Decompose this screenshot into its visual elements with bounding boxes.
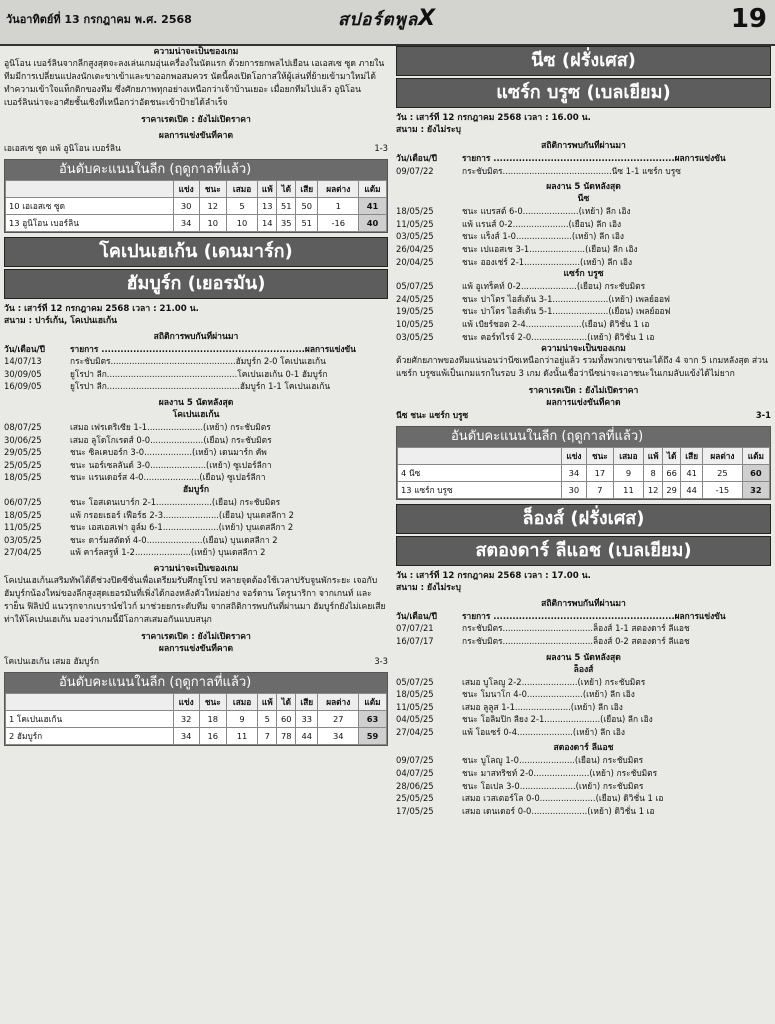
- result-date: 17/05/25: [396, 805, 434, 816]
- result-row: [396, 230, 771, 243]
- team-cell: 13 อูนิโอน เบอร์ลิน: [6, 214, 174, 231]
- h2h-title: สถิติการพบกันที่ผ่านมา: [153, 331, 239, 342]
- result-date: 29/05/25: [4, 447, 42, 458]
- header-cell: แพ้: [644, 447, 663, 464]
- result-detail: แพ้ เบียร์ชอต 2-4.....................(เยือน) ดิวิชั่น 1 เอ: [462, 318, 650, 329]
- result-row: [396, 205, 771, 218]
- stat-cell: 7: [587, 481, 614, 498]
- stat-cell: 16: [199, 727, 226, 744]
- result-row: [396, 622, 771, 635]
- prediction-line: [4, 655, 388, 668]
- result-date: 30/09/05: [4, 368, 42, 379]
- header-date: วันอาทิตย์ที่ 13 กรกฎาคม พ.ศ. 2568: [6, 13, 192, 26]
- analysis-text: อูนิโอน เบอร์ลินจากลีกสูงสุดจะลงเล่นเกมอุ่นเครื่องในนัดแรก ด้วยการยกพลไปเยือน เอเอสเซ ซูด ภายในทีมมีการเปลี่ยนแปลงนักเตะขาเข้าและขาออกพอสมควร นัดนี้คงเปิดโอกาสให้ผู้เล่นที่ย้ายเข้ามาใหม่ได้ทำความเข้าใจแท็กติกของทีม ซึ่งศักยภาพทุกอย่างเหนือกว่าเจ้าบ้านเยอะ เมื่อยกทีมไปแล้ว อูนิโอน เบอร์ลินน่าจะอาศัยชั้นเชิงที่เหนือกว่าอัดชนะเข้าป้ายได้ลำเร็จ: [4, 59, 385, 108]
- left-column: [4, 46, 388, 746]
- match-away-banner: แซร์ก บรูซ (เบลเยียม): [396, 78, 771, 108]
- stat-cell: 78: [277, 727, 296, 744]
- stat-cell: -16: [318, 214, 359, 231]
- stat-cell: 59: [359, 727, 387, 744]
- result-row: [396, 754, 771, 767]
- team1-form-name: โคเปนเฮเก้น: [172, 409, 220, 420]
- result-row: [4, 434, 388, 447]
- result-date: 07/07/21: [396, 623, 434, 634]
- h2h-header-comp: รายการ ................................................................ผลการแข่งขัน: [70, 343, 356, 354]
- result-detail: ยูโรปา ลีก..................................................ฮัมบูร์ก 1-1 โคเปนเฮเก้น: [70, 381, 331, 392]
- stat-cell: 9: [613, 464, 644, 481]
- result-date: 05/07/25: [396, 676, 434, 687]
- h2h-header-date: วัน/เดือน/ปี: [4, 343, 45, 354]
- result-detail: เสมอ เฟรเดริเซีย 1-1.....................(เหย้า) กระชับมิตร: [70, 421, 271, 432]
- standings-table: [4, 672, 388, 746]
- header-cell: ได้: [277, 693, 296, 710]
- match-away-banner: สตองดาร์ ลีแอช (เบลเยียม): [396, 536, 771, 566]
- team2-form-name: สตองดาร์ ลีแอช: [553, 743, 614, 754]
- standings-grid: [5, 180, 387, 232]
- result-row: [396, 676, 771, 689]
- stat-cell: 9: [226, 710, 257, 727]
- prediction-line: [396, 409, 771, 422]
- publication-logo: [338, 6, 436, 33]
- stat-cell: 33: [296, 710, 318, 727]
- result-row: [396, 318, 771, 331]
- stat-cell: 35: [277, 214, 296, 231]
- stat-cell: 44: [296, 727, 318, 744]
- result-date: 11/05/25: [396, 701, 434, 712]
- match-home-banner: นีซ (ฝรั่งเศส): [396, 46, 771, 76]
- form-title: ผลงาน 5 นัดหลังสุด: [546, 652, 621, 663]
- header-cell: เสมอ: [613, 447, 644, 464]
- result-detail: แพ้ คาร์ลสรูห์ 1-2.....................(เหย้า) บุนเดสลีกา 2: [70, 547, 266, 558]
- result-row: [396, 792, 771, 805]
- result-row: [396, 256, 771, 269]
- stat-cell: 34: [173, 727, 199, 744]
- team-cell: 4 นีซ: [398, 464, 562, 481]
- result-date: 16/09/05: [4, 381, 42, 392]
- result-detail: เสมอ บูโลญู 2-2.....................(เหย้า) กระชับมิตร: [462, 676, 646, 687]
- header-cell: แต้ม: [359, 693, 387, 710]
- team1-form-name: ล็องส์: [573, 664, 594, 675]
- stat-cell: 12: [644, 481, 663, 498]
- result-detail: แพ้ กรอยเธอร์ เฟือร์ธ 2-3.....................(เยือน) บุนเดสลีกา 2: [70, 509, 295, 520]
- table-header-row: [398, 447, 770, 464]
- result-date: 08/07/25: [4, 421, 42, 432]
- stat-cell: 34: [318, 727, 359, 744]
- result-detail: ชนะ นอร์เซลลันด์ 3-0.....................(เหย้า) ซูเปอร์ลีกา: [70, 459, 272, 470]
- result-date: 30/06/25: [4, 434, 42, 445]
- result-date: 18/05/25: [396, 206, 434, 217]
- header-cell: ชนะ: [587, 447, 614, 464]
- analysis-text: ด้วยศักยภาพของทีมแน่นอนว่านีซเหนือกว่าอยู่แล้ว รวมทั้งพวกเขาชนะได้ถึง 4 จาก 5 เกมหลังสุด ส่วนแซร์ก บรูซแพ้เป็นเกมแรกในรอบ 3 เกม ดังนั้นเชื่อว่านีซน่าจะเอาชนะในเกมลับแข้งได้ไม่ยาก: [396, 356, 768, 380]
- result-detail: ชนะ บูโลญู 1-0.....................(เยือน) กระชับมิตร: [462, 755, 644, 766]
- result-detail: ชนะ แบรสต์ 6-0.....................(เหย้า) ลีก เอิง: [462, 206, 631, 217]
- stat-cell: -15: [703, 481, 743, 498]
- logo-x: X: [418, 6, 437, 31]
- h2h-header: [396, 610, 771, 623]
- stat-cell: 34: [173, 214, 199, 231]
- header-cell: ผลต่าง: [318, 180, 359, 197]
- table-row: [398, 464, 770, 481]
- result-row: [4, 546, 388, 559]
- result-date: 19/05/25: [396, 306, 434, 317]
- result-date: 25/05/25: [4, 459, 42, 470]
- result-detail: กระชับมิตร.........................................นีซ 1-1 แซร์ก บรูซ: [462, 165, 681, 176]
- stat-cell: 60: [277, 710, 296, 727]
- stat-cell: 5: [226, 197, 257, 214]
- match-date: วัน : เสาร์ที่ 12 กรกฎาคม 2568 เวลา : 16.00 น.: [396, 113, 591, 123]
- result-date: 03/05/25: [396, 331, 434, 342]
- result-date: 03/05/25: [4, 534, 42, 545]
- stat-cell: 63: [359, 710, 387, 727]
- stat-cell: 8: [644, 464, 663, 481]
- result-date: 18/05/25: [4, 509, 42, 520]
- standings-title: อันดับคะแนนในลีก (ฤดูกาลที่แล้ว): [397, 427, 770, 447]
- result-date: 09/07/25: [396, 755, 434, 766]
- result-row: [4, 534, 388, 547]
- header-cell: แข่ง: [173, 180, 199, 197]
- header-team-cell: [398, 447, 562, 464]
- prediction-line: [4, 142, 388, 155]
- table-row: [6, 727, 387, 744]
- result-date: 06/07/25: [4, 496, 42, 507]
- result-row: [4, 355, 388, 368]
- stat-cell: 51: [277, 197, 296, 214]
- result-row: [4, 509, 388, 522]
- table-row: [398, 481, 770, 498]
- result-row: [396, 688, 771, 701]
- header-cell: แต้ม: [359, 180, 387, 197]
- header-cell: ผลต่าง: [703, 447, 743, 464]
- result-date: 18/05/25: [396, 689, 434, 700]
- stat-cell: 32: [173, 710, 199, 727]
- match-venue: สนาม : ยังไม่ระบุ: [396, 125, 461, 135]
- table-header-row: [6, 180, 387, 197]
- logo-text: สปอร์ตพูล: [338, 10, 419, 30]
- result-date: 10/05/25: [396, 318, 434, 329]
- result-detail: แพ้ โอแซร์ 0-4.....................(เหย้า) ลีก เอิง: [462, 726, 625, 737]
- team2-form-name: ฮัมบูร์ก: [182, 484, 210, 495]
- result-detail: แพ้ อูเทร็คท์ 0-2.....................(เยือน) กระชับมิตร: [462, 281, 646, 292]
- odds-line: ราคาเรตเปิด : ยังไม่เปิดราคา: [528, 386, 639, 397]
- result-date: 11/05/25: [396, 218, 434, 229]
- stat-cell: 5: [258, 710, 277, 727]
- h2h-header: [4, 343, 388, 356]
- match-venue: สนาม : ยังไม่ระบุ: [396, 582, 461, 593]
- result-detail: ชนะ มาสทริชท์ 2-0.....................(เหย้า) กระชับมิตร: [462, 768, 658, 779]
- prediction-score: 3-1: [755, 410, 771, 421]
- match-date: วัน : เสาร์ที่ 12 กรกฎาคม 2568 เวลา : 17.00 น.: [396, 570, 591, 581]
- stat-cell: 18: [199, 710, 226, 727]
- result-row: [4, 368, 388, 381]
- result-row: [4, 459, 388, 472]
- header-cell: ชนะ: [199, 693, 226, 710]
- result-date: 26/04/25: [396, 243, 434, 254]
- match-home-banner: ล็องส์ (ฝรั่งเศส): [396, 504, 771, 534]
- result-date: 04/07/25: [396, 768, 434, 779]
- result-detail: ชนะ แร็งส์ 1-0.....................(เหย้า) ลีก เอิง: [462, 231, 624, 242]
- prediction-title: ผลการแข่งขันที่คาด: [158, 131, 234, 141]
- odds-line: ราคาเรตเปิด : ยังไม่เปิดราคา: [141, 115, 251, 125]
- header-cell: เสมอ: [226, 693, 257, 710]
- result-date: 04/05/25: [396, 714, 434, 725]
- team-cell: 13 แซร์ก บรูซ: [398, 481, 562, 498]
- result-detail: เสมอ ลูลูส 1-1.....................(เหย้า) ลีก เอิง: [462, 701, 623, 712]
- result-row: [4, 496, 388, 509]
- team-cell: 2 ฮัมบูร์ก: [6, 727, 174, 744]
- result-date: 27/04/25: [4, 547, 42, 558]
- result-detail: ชนะ ดาร์มสตัดท์ 4-0.....................(เยือน) บุนเดสลีกา 2: [70, 534, 278, 545]
- result-row: [396, 767, 771, 780]
- team2-form-list: [4, 496, 388, 559]
- result-row: [396, 805, 771, 818]
- prediction-text: โคเปนเฮเก้น เสมอ ฮัมบูร์ก: [4, 655, 100, 666]
- team1-form-list: [396, 205, 771, 268]
- right-column: [396, 46, 771, 817]
- header-cell: เสีย: [296, 693, 318, 710]
- form-title: ผลงาน 5 นัดหลังสุด: [158, 397, 234, 408]
- team1-form-list: [396, 676, 771, 739]
- stat-cell: 14: [258, 214, 277, 231]
- result-row: [4, 380, 388, 393]
- result-date: 11/05/25: [4, 522, 42, 533]
- stat-cell: 27: [318, 710, 359, 727]
- prediction-text: นีซ ชนะ แซร์ก บรูซ: [396, 410, 469, 421]
- team2-form-list: [396, 280, 771, 343]
- result-date: 28/06/25: [396, 780, 434, 791]
- h2h-list: [396, 622, 771, 647]
- result-detail: ชนะ โอเปล 3-0.....................(เหย้า) กระชับมิตร: [462, 780, 644, 791]
- result-detail: เสมอ เดนเดอร์ 0-0.....................(เหย้า) ดิวิชั่น 1 เอ: [462, 805, 655, 816]
- header-cell: ได้: [663, 447, 681, 464]
- stat-cell: 1: [318, 197, 359, 214]
- team1-form-list: [4, 421, 388, 484]
- header-cell: แต้ม: [742, 447, 769, 464]
- h2h-header-date: วัน/เดือน/ปี: [396, 610, 437, 621]
- table-row: [6, 710, 387, 727]
- result-date: 25/05/25: [396, 793, 434, 804]
- table-row: [6, 197, 387, 214]
- result-row: [396, 635, 771, 648]
- team1-form-name: นีซ: [577, 194, 590, 205]
- result-row: [396, 331, 771, 344]
- result-row: [396, 165, 771, 178]
- stat-cell: 13: [258, 197, 277, 214]
- result-detail: ชนะ แรนเดอร์ส 4-0.....................(เยือน) ซูเปอร์ลีกา: [70, 472, 266, 483]
- result-row: [396, 701, 771, 714]
- table-header-row: [6, 693, 387, 710]
- section-title: ความน่าจะเป็นของเกม: [541, 344, 626, 355]
- team-cell: 10 เอเอสเซ ซูด: [6, 197, 174, 214]
- result-detail: ชนะ อองเช่ร์ 2-1.....................(เหย้า) ลีก เอิง: [462, 256, 633, 267]
- result-detail: ชนะ โอลิมปิก ลียง 2-1.....................(เยือน) ลีก เอิง: [462, 714, 653, 725]
- header-cell: ผลต่าง: [318, 693, 359, 710]
- standings-title: อันดับคะแนนในลีก (ฤดูกาลที่แล้ว): [5, 160, 387, 180]
- stat-cell: 10: [226, 214, 257, 231]
- result-date: 18/05/25: [4, 472, 42, 483]
- h2h-header-comp: รายการ .........................................................ผลการแข่งขัน: [462, 610, 726, 621]
- h2h-title: สถิติการพบกันที่ผ่านมา: [541, 598, 626, 609]
- odds-line: ราคาเรตเปิด : ยังไม่เปิดราคา: [141, 631, 251, 642]
- result-detail: ชนะ ปาโตร ไอส์เด้น 5-1.....................(เยือน) เพลย์ออฟ: [462, 306, 671, 317]
- result-row: [396, 726, 771, 739]
- header-cell: เสมอ: [226, 180, 257, 197]
- prediction-score: 3-3: [374, 655, 388, 666]
- result-detail: กระชับมิตร..................................ล็องส์ 0-2 สตองดาร์ ลีแอช: [462, 635, 690, 646]
- header-cell: เสีย: [296, 180, 318, 197]
- page-header: [0, 0, 775, 46]
- header-cell: แพ้: [258, 693, 277, 710]
- match-away-banner: ฮัมบูร์ก (เยอรมัน): [4, 269, 388, 299]
- result-detail: กระชับมิตร..................................ล็องส์ 1-1 สตองดาร์ ลีแอช: [462, 623, 690, 634]
- stat-cell: 32: [742, 481, 769, 498]
- result-detail: ชนะ เอสเอสเฟา อูล์ม 6-1.....................(เหย้า) บุนเดสลีกา 2: [70, 522, 294, 533]
- stat-cell: 25: [703, 464, 743, 481]
- result-row: [4, 446, 388, 459]
- h2h-title: สถิติการพบกันที่ผ่านมา: [541, 141, 626, 151]
- standings-grid: [5, 693, 387, 745]
- result-row: [4, 521, 388, 534]
- stat-cell: 66: [663, 464, 681, 481]
- match-home-banner: โคเปนเฮเก้น (เดนมาร์ก): [4, 237, 388, 267]
- stat-cell: 17: [587, 464, 614, 481]
- result-row: [396, 305, 771, 318]
- header-cell: แข่ง: [173, 693, 199, 710]
- result-row: [396, 780, 771, 793]
- result-date: 27/04/25: [396, 726, 434, 737]
- result-date: 20/04/25: [396, 256, 434, 267]
- result-detail: ชนะ โมนาโก 4-0.....................(เหย้า) ลีก เอิง: [462, 689, 635, 700]
- header-cell: ได้: [277, 180, 296, 197]
- form-title: ผลงาน 5 นัดหลังสุด: [546, 182, 621, 193]
- result-detail: ชนะ ปาโตร ไอส์เด้น 3-1.....................(เหย้า) เพลย์ออฟ: [462, 293, 670, 304]
- standings-grid: [397, 447, 770, 499]
- h2h-list: [396, 165, 771, 178]
- match-venue: สนาม : ปาร์เก้น, โคเปนเฮเก้น: [4, 315, 118, 326]
- standings-title: อันดับคะแนนในลีก (ฤดูกาลที่แล้ว): [5, 673, 387, 693]
- result-row: [396, 713, 771, 726]
- result-detail: แพ้ แรนส์ 0-2.....................(เยือน) ลีก เอิง: [462, 218, 622, 229]
- h2h-header-comp: รายการ .........................................................ผลการแข่งขัน: [462, 153, 726, 163]
- stat-cell: 41: [359, 197, 387, 214]
- stat-cell: 41: [681, 464, 703, 481]
- result-row: [396, 243, 771, 256]
- page-number: 19: [730, 4, 767, 34]
- section-title: ความน่าจะเป็นของเกม: [153, 47, 239, 57]
- result-detail: กระชับมิตร...............................................ฮัมบูร์ก 2-0 โคเปนเฮเก้น: [70, 356, 326, 367]
- prediction-title: ผลการแข่งขันที่คาด: [158, 643, 234, 654]
- result-row: [396, 218, 771, 231]
- result-detail: ชนะ เปแอสเช 3-1.....................(เยือน) ลีก เอิง: [462, 243, 638, 254]
- header-cell: เสีย: [681, 447, 703, 464]
- stat-cell: 44: [681, 481, 703, 498]
- standings-table: [396, 426, 771, 500]
- prediction-text: เอเอสเซ ซูด แพ้ อูนิโอน เบอร์ลิน: [4, 143, 121, 153]
- result-date: 09/07/22: [396, 165, 434, 176]
- stat-cell: 7: [258, 727, 277, 744]
- stat-cell: 30: [173, 197, 199, 214]
- stat-cell: 12: [199, 197, 226, 214]
- stat-cell: 51: [296, 214, 318, 231]
- result-detail: เสมอ เวสเตอร์โล 0-0.....................(เยือน) ดิวิชั่น 1 เอ: [462, 793, 664, 804]
- result-detail: ยูโรปา ลีก.................................................โคเปนเฮเก้น 0-1 ฮัมบูร์ก: [70, 368, 328, 379]
- result-row: [4, 421, 388, 434]
- result-date: 24/05/25: [396, 293, 434, 304]
- stat-cell: 60: [742, 464, 769, 481]
- h2h-list: [4, 355, 388, 393]
- stat-cell: 34: [561, 464, 586, 481]
- match-date: วัน : เสาร์ที่ 12 กรกฎาคม 2568 เวลา : 21.00 น.: [4, 303, 199, 314]
- stat-cell: 40: [359, 214, 387, 231]
- standings-table: [4, 159, 388, 233]
- prediction-title: ผลการแข่งขันที่คาด: [546, 398, 621, 409]
- stat-cell: 30: [561, 481, 586, 498]
- section-title: ความน่าจะเป็นของเกม: [153, 563, 239, 574]
- stat-cell: 29: [663, 481, 681, 498]
- result-date: 05/07/25: [396, 281, 434, 292]
- result-detail: ชนะ คอร์ทไรจ์ 2-0.....................(เหย้า) ดิวิชั่น 1 เอ: [462, 331, 655, 342]
- stat-cell: 50: [296, 197, 318, 214]
- result-detail: ชนะ โอสเตนเบาร์ก 2-1.....................(เยือน) กระชับมิตร: [70, 496, 281, 507]
- header-cell: แข่ง: [561, 447, 586, 464]
- stat-cell: 11: [226, 727, 257, 744]
- table-row: [6, 214, 387, 231]
- stat-cell: 10: [199, 214, 226, 231]
- team-cell: 1 โคเปนเฮเก้น: [6, 710, 174, 727]
- header-cell: แพ้: [258, 180, 277, 197]
- team2-form-list: [396, 754, 771, 817]
- prediction-score: 1-3: [374, 143, 388, 153]
- result-date: 03/05/25: [396, 231, 434, 242]
- result-detail: เสมอ ลูโดโกเรตส์ 0-0....................(เยือน) กระชับมิตร: [70, 434, 272, 445]
- h2h-header-date: วัน/เดือน/ปี: [396, 153, 437, 163]
- header-cell: ชนะ: [199, 180, 226, 197]
- h2h-header: [396, 152, 771, 165]
- result-row: [396, 293, 771, 306]
- header-team-cell: [6, 180, 174, 197]
- stat-cell: 11: [613, 481, 644, 498]
- header-team-cell: [6, 693, 174, 710]
- result-date: 16/07/17: [396, 635, 434, 646]
- result-row: [4, 471, 388, 484]
- result-row: [396, 280, 771, 293]
- analysis-text: โคเปนเฮเก้นเสริมทัพได้ดีช่วงปิดซีซั่นเพื่อเตรียมรับศึกยูโรป หลายจุดต้องใช้เวลาปรับจูนพักระยะ เจอกับฮัมบูร์กน้องใหม่ของลีกสูงสุดเยอรมันที่เพิ่งได้กองหลังตัวใหม่อย่าง จอร์ดาน โตรูนาริกา จากเกนท์ และ ราย็น ฟิลิปป์ แนวรุกจากเบราน์ชไวก์ มาช่วยยกระดับทีม จากสถิติการพบกันที่ผ่านมา ฮัมบูร์กยังไม่เคยเสียท่าให้โคเปนเฮเก้น มองว่าเกมนี้มีโอกาสเสมอกันแบบสนุก: [4, 575, 386, 625]
- team2-form-name: แซร์ก บรูซ: [563, 269, 604, 280]
- result-date: 14/07/13: [4, 356, 42, 367]
- result-detail: ชนะ ซิลเคบอร์ก 3-0..................(เหย้า) เดนมาร์ก คัพ: [70, 447, 267, 458]
